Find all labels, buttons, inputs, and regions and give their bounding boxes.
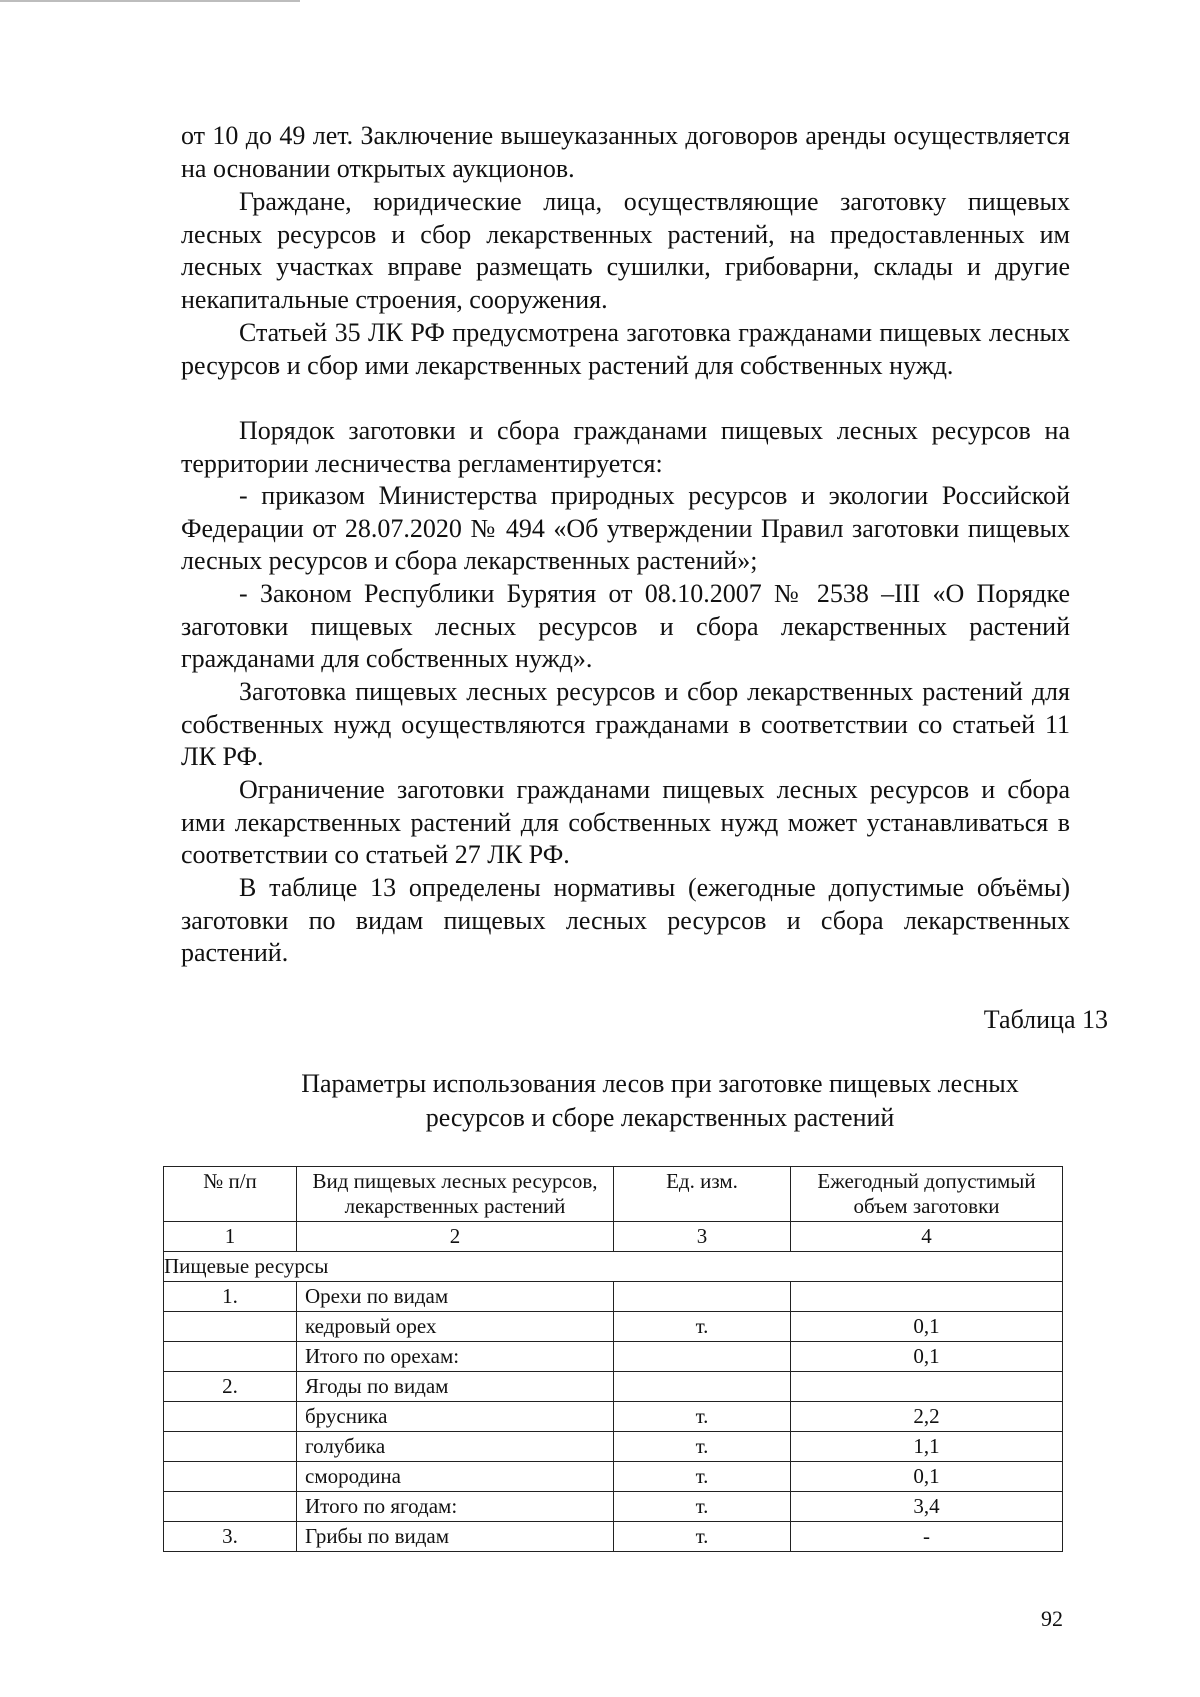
- unit: [614, 1282, 791, 1312]
- page-number: 92: [1041, 1606, 1063, 1631]
- resources-table: [163, 1166, 1063, 1552]
- table-row: [164, 1312, 1063, 1342]
- resource-name: Орехи по видам: [297, 1282, 614, 1312]
- scan-edge-line: [0, 0, 300, 2]
- resource-name: Ягоды по видам: [297, 1372, 614, 1402]
- paragraph-5: - приказом Министерства природных ресурсов и экологии Российской Федерации от 28.07.2020 № 494 «Об утверждении Правил заготовки пищевых лесных ресурсов и сбора лекарственных растений»;: [181, 481, 1070, 575]
- column-number: 1: [164, 1222, 297, 1252]
- table-row: [164, 1372, 1063, 1402]
- volume: 0,1: [791, 1342, 1063, 1372]
- resource-name: кедровый орех: [297, 1312, 614, 1342]
- volume: 0,1: [791, 1462, 1063, 1492]
- row-number: 2.: [164, 1372, 297, 1402]
- column-numbers-row: [164, 1222, 1063, 1252]
- header-number: № п/п: [164, 1167, 297, 1222]
- unit: [614, 1342, 791, 1372]
- volume: -: [791, 1522, 1063, 1552]
- paragraph-4: Порядок заготовки и сбора гражданами пищевых лесных ресурсов на территории лесничества регламентируется:: [181, 416, 1070, 478]
- table-title: Параметры использования лесов при заготовке пищевых лесных ресурсов и сборе лекарственных растений: [301, 1069, 1019, 1132]
- table-row: [164, 1462, 1063, 1492]
- unit: т.: [614, 1432, 791, 1462]
- volume: 1,1: [791, 1432, 1063, 1462]
- resource-name: голубика: [297, 1432, 614, 1462]
- unit: т.: [614, 1522, 791, 1552]
- table-row: [164, 1432, 1063, 1462]
- table-caption: Таблица 13: [983, 1005, 1108, 1034]
- section-row: [164, 1252, 1063, 1282]
- row-number: [164, 1492, 297, 1522]
- volume: [791, 1282, 1063, 1312]
- table-header-row: [164, 1167, 1063, 1222]
- column-number: 3: [614, 1222, 791, 1252]
- resource-name: смородина: [297, 1462, 614, 1492]
- row-number: 1.: [164, 1282, 297, 1312]
- paragraph-8: Ограничение заготовки гражданами пищевых лесных ресурсов и сбора ими лекарственных растений для собственных нужд может устанавливаться в соответствии со статьей 27 ЛК РФ.: [181, 775, 1070, 869]
- header-annual-volume: Ежегодный допустимый объем заготовки: [791, 1167, 1063, 1222]
- header-unit: Ед. изм.: [614, 1167, 791, 1222]
- paragraph-7: Заготовка пищевых лесных ресурсов и сбор лекарственных растений для собственных нужд осуществляются гражданами в соответствии со статьей 11 ЛК РФ.: [181, 677, 1070, 771]
- resource-name: Грибы по видам: [297, 1522, 614, 1552]
- table-row: [164, 1522, 1063, 1552]
- row-number: [164, 1402, 297, 1432]
- row-number: 3.: [164, 1522, 297, 1552]
- volume: 2,2: [791, 1402, 1063, 1432]
- paragraph-6: - Законом Республики Бурятия от 08.10.2007 № 2538 –III «О Порядке заготовки пищевых лесных ресурсов и сбора лекарственных растений гражданами для собственных нужд».: [181, 579, 1070, 673]
- column-number: 2: [297, 1222, 614, 1252]
- table-row: [164, 1402, 1063, 1432]
- paragraph-9: В таблице 13 определены нормативы (ежегодные допустимые объёмы) заготовки по видам пищевых лесных ресурсов и сбора лекарственных растений.: [181, 873, 1070, 967]
- table-row: [164, 1492, 1063, 1522]
- paragraph-2: Граждане, юридические лица, осуществляющие заготовку пищевых лесных ресурсов и сбор лекарственных растений, на предоставленных им лесных участках вправе размещать сушилки, грибоварни, склады и другие некапитальные строения, сооружения.: [181, 187, 1070, 314]
- volume: 3,4: [791, 1492, 1063, 1522]
- section-label: Пищевые ресурсы: [164, 1252, 1063, 1282]
- volume: 0,1: [791, 1312, 1063, 1342]
- resource-name: Итого по орехам:: [297, 1342, 614, 1372]
- unit: т.: [614, 1312, 791, 1342]
- paragraph-3: Статьей 35 ЛК РФ предусмотрена заготовка гражданами пищевых лесных ресурсов и сбор ими лекарственных растений для собственных нужд.: [181, 318, 1070, 380]
- volume: [791, 1372, 1063, 1402]
- paragraph-1: от 10 до 49 лет. Заключение вышеуказанных договоров аренды осуществляется на основании открытых аукционов.: [181, 121, 1070, 183]
- row-number: [164, 1462, 297, 1492]
- table-row: [164, 1282, 1063, 1312]
- row-number: [164, 1432, 297, 1462]
- unit: т.: [614, 1462, 791, 1492]
- row-number: [164, 1342, 297, 1372]
- unit: т.: [614, 1402, 791, 1432]
- resource-name: Итого по ягодам:: [297, 1492, 614, 1522]
- table-row: [164, 1342, 1063, 1372]
- header-resource-type: Вид пищевых лесных ресурсов, лекарственных растений: [297, 1167, 614, 1222]
- row-number: [164, 1312, 297, 1342]
- resource-name: брусника: [297, 1402, 614, 1432]
- unit: [614, 1372, 791, 1402]
- column-number: 4: [791, 1222, 1063, 1252]
- unit: т.: [614, 1492, 791, 1522]
